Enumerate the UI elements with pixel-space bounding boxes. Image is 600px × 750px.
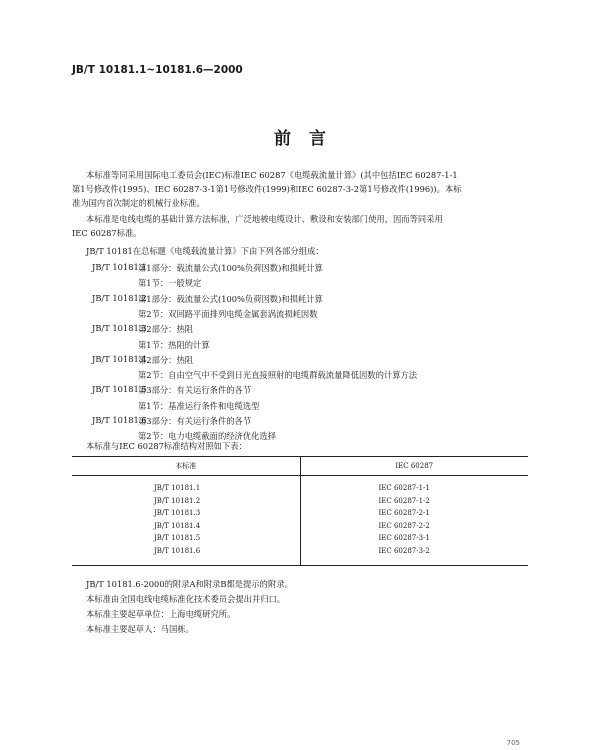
table-row [72, 507, 528, 520]
table-cell-standard: JB/T 10181.5 [72, 532, 300, 545]
part-description: 第1部分：载流量公式(100%负荷因数)和损耗计算 [138, 263, 323, 273]
part-description: 第2节：电力电缆截面的经济优化选择 [138, 431, 277, 442]
closing-line-2: 本标准由全国电线电缆标准化技术委员会提出并归口。 [86, 594, 286, 604]
table-cell-standard: JB/T 10181.3 [72, 507, 300, 520]
table-cell-iec: IEC 60287-1-2 [378, 496, 430, 505]
page-number: 705 [506, 739, 520, 747]
closing-line-3: 本标准主要起草单位：上海电缆研究所。 [86, 609, 236, 619]
intro-line-3: 准为国内首次制定的机械行业标准。 [72, 198, 205, 208]
intro-line-5: IEC 60287标准。 [72, 228, 142, 238]
part-description: 第1节：基准运行条件和电缆选型 [138, 400, 260, 411]
table-row [72, 545, 528, 566]
table-row [72, 532, 528, 545]
table-cell-iec: IEC 60287-2-1 [378, 509, 430, 518]
part-code: JB/T 10181.2 [92, 292, 147, 303]
intro-line-1: 本标准等同采用国际电工委员会(IEC)标准IEC 60287《电缆载流量计算》(其中包括IEC 60287-1-1 [86, 170, 458, 180]
intro-line-6: JB/T 10181在总标题《电缆载流量计算》下由下列各部分组成： [86, 246, 324, 256]
part-description: 第3部分：有关运行条件的各节 [138, 416, 252, 426]
part-description: 第2节：自由空气中不受到日光直接照射的电缆群载流量降低因数的计算方法 [138, 370, 418, 381]
table-cell-standard: JB/T 10181.6 [72, 545, 300, 566]
table-cell-standard: JB/T 10181.4 [72, 520, 300, 533]
intro-line-4: 本标准是电线电缆的基础计算方法标准，广泛地被电缆设计、敷设和安装部门使用，因而等同采用 [86, 214, 443, 224]
part-description: 第1部分：载流量公式(100%负荷因数)和损耗计算 [138, 293, 323, 304]
closing-line-4: 本标准主要起草人：马国栋。 [86, 624, 194, 634]
part-code: JB/T 10181.1 [92, 262, 147, 272]
table-cell-iec: IEC 60287-1-1 [378, 484, 430, 493]
part-code: JB/T 10181.6 [92, 415, 147, 425]
table-row [72, 495, 528, 508]
part-code: JB/T 10181.4 [92, 353, 147, 364]
part-description: 第1节：一般规定 [138, 278, 202, 289]
table-cell-standard: JB/T 10181.2 [72, 495, 300, 508]
page-title: 前言 [274, 129, 344, 149]
table-intro: 本标准与IEC 60287标准结构对照如下表： [86, 441, 247, 451]
intro-line-2: 第1号修改件(1995)、IEC 60287-3-1第1号修改件(1999)和IEC 60287-3-2第1号修改件(1996))。本标 [72, 184, 462, 194]
table-cell-iec: IEC 60287-3-1 [378, 534, 430, 543]
part-description: 第2节：双回路平面排列电缆金属套涡流损耗因数 [138, 308, 318, 319]
part-code: JB/T 10181.3 [92, 323, 147, 334]
table-header-standard: 本标准 [72, 457, 300, 476]
part-description: 第2部分：热阻 [138, 354, 194, 365]
part-code: JB/T 10181.5 [92, 384, 147, 395]
part-description: 第3部分：有关运行条件的各节 [138, 385, 252, 396]
table-row [72, 520, 528, 533]
table-cell-iec: IEC 60287-3-2 [378, 546, 430, 555]
table-row [72, 476, 528, 495]
closing-line-1: JB/T 10181.6-2000的附录A和附录B都是提示的附录。 [86, 579, 293, 589]
mapping-table [72, 456, 528, 566]
table-cell-standard: JB/T 10181.1 [72, 476, 300, 495]
standard-code-header: JB/T 10181.1~10181.6—2000 [72, 64, 243, 76]
part-description: 第2部分：热阻 [138, 324, 194, 335]
part-description: 第1节：热阻的计算 [138, 339, 210, 350]
table-header-iec: IEC 60287 [300, 457, 528, 476]
table-cell-iec: IEC 60287-2-2 [378, 521, 430, 530]
